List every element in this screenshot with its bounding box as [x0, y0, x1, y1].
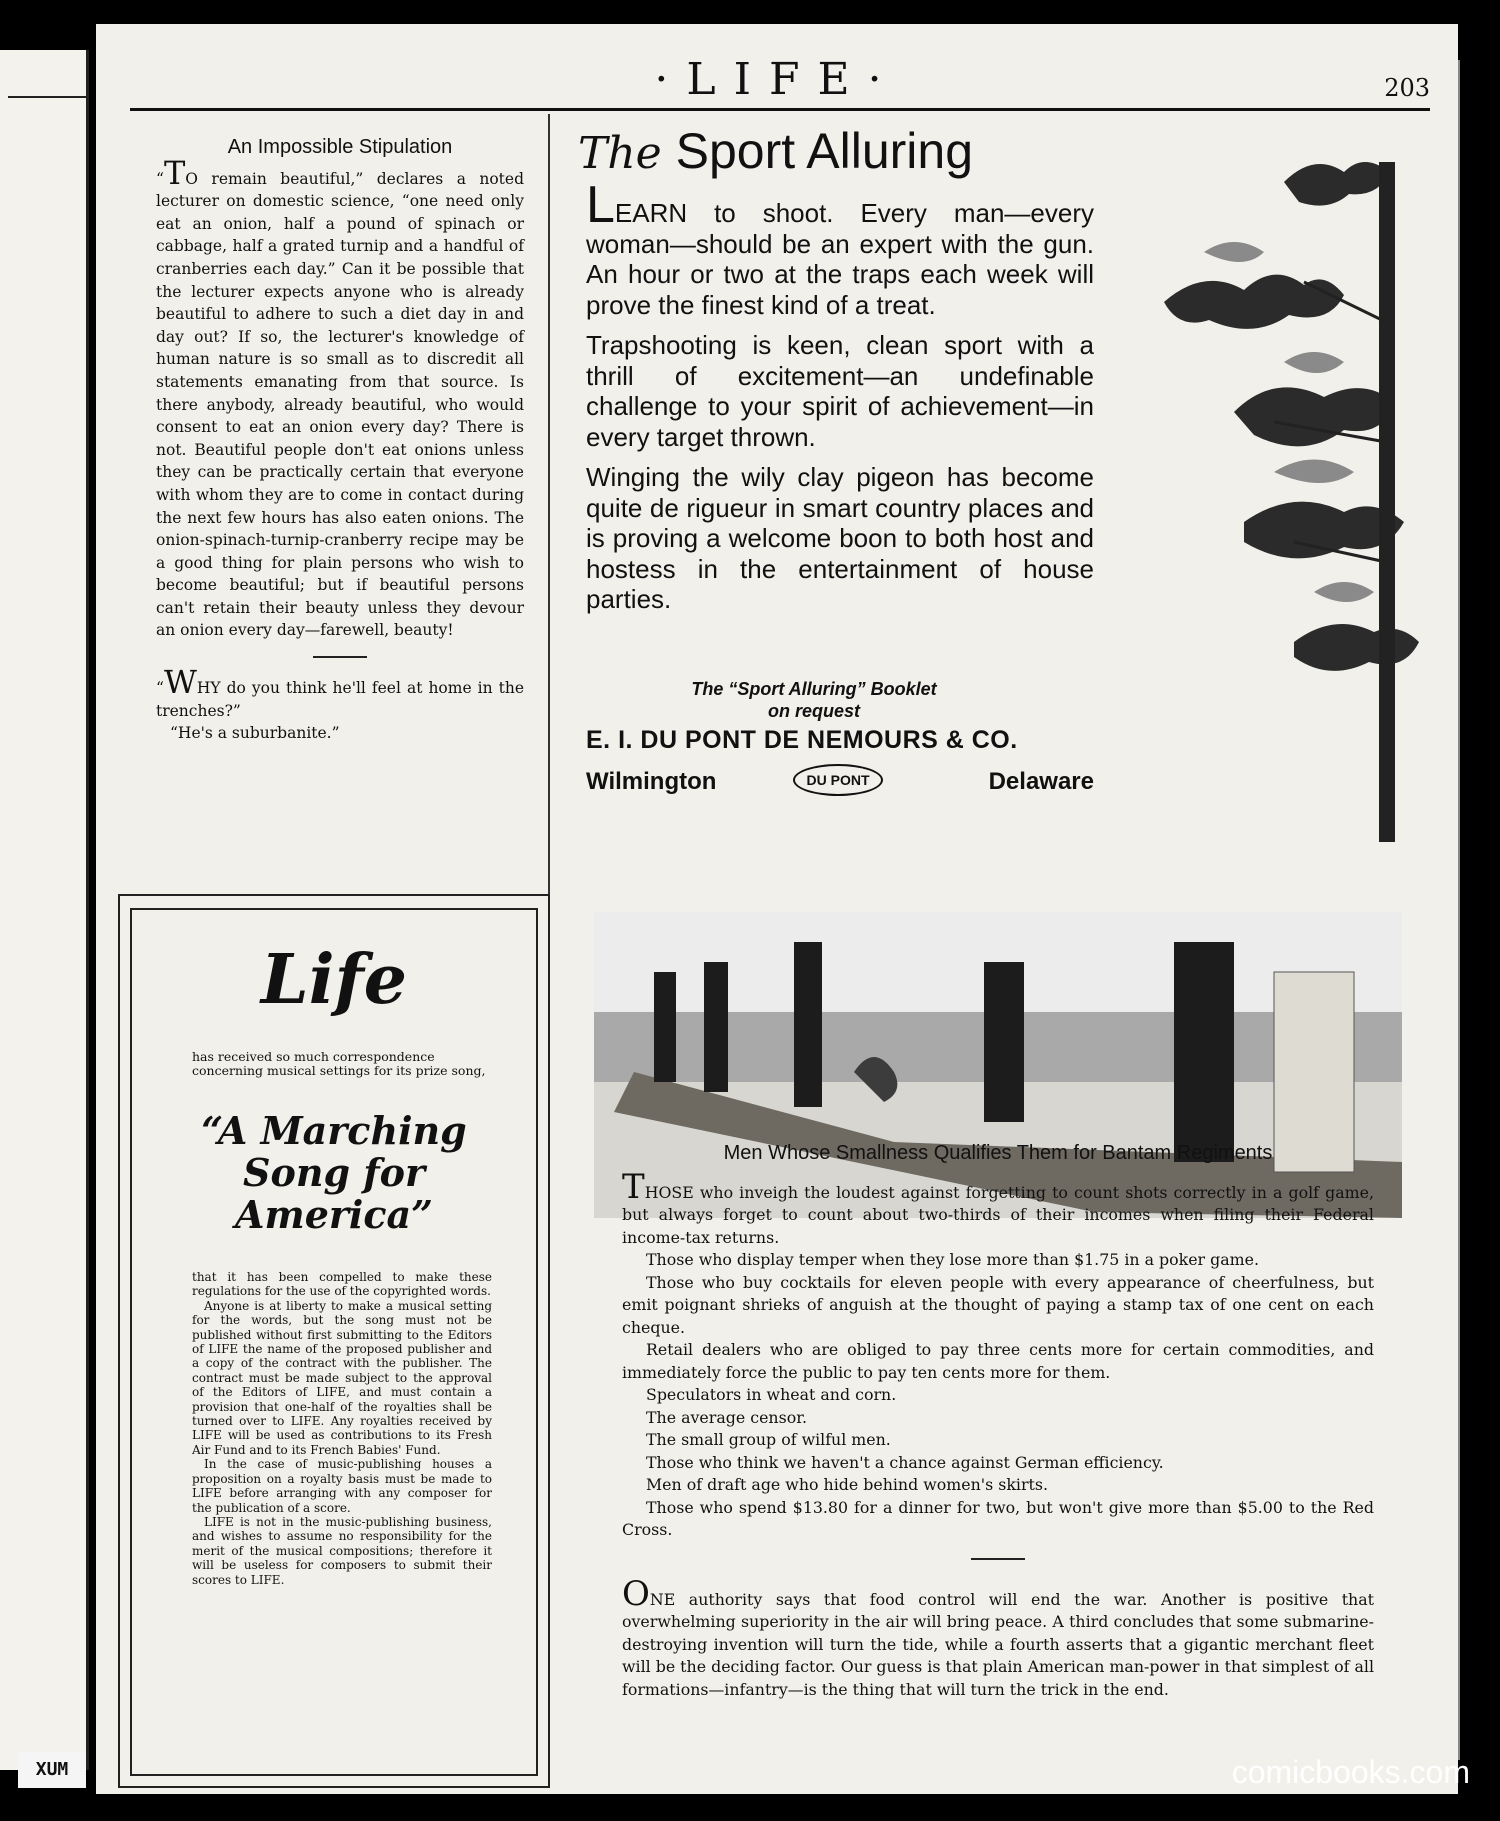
header-rule: [130, 108, 1430, 111]
ad-paragraph-1: EARN to shoot. Every man—every woman—should be an expert with the gun. An hour or two at the traps each week will prove the finest kind of a treat.: [586, 198, 1094, 320]
booklet-offer: [634, 678, 994, 722]
left-article-text: O remain beautiful,” declares a noted lecturer on domestic science, “one need only eat an onion, half a pound of spinach or cabbage, half a grated turnip and a handful of cranberries each day.” Can it be possible that the lecturer expects anyone who is already beautiful to adhere to such a diet day in and day out? If so, the lecturer's knowledge of human nature is so small as to discredit all statements emanating from that source. Is there anybody, already beautiful, who would consent to eat an onion every day? There is not. Beautiful people don't eat onions unless they can be practically certain that everyone with whom they are to come in contact during the next few hours has also eaten onions. The onion-spinach-turnip-cranberry recipe may be a good thing for plain persons who wish to become beautiful; but if beautiful persons can't retain their beauty unless they devour an onion every day—farewell, beauty!: [156, 169, 524, 640]
previous-page-edge: [0, 50, 89, 1770]
booklet-line-2: on request: [767, 701, 860, 721]
bantam-item: Those who spend $13.80 for a dinner for two, but won't give more than $5.00 to the Red Cross.: [622, 1497, 1374, 1539]
ad-body: [586, 176, 1094, 625]
scan-tag: XUM: [18, 1752, 86, 1788]
life-paragraph: Anyone is at liberty to make a musical setting for the words, but the song must not be published without first submitting to the Editors of LIFE the name of the proposed publisher and a copy of the contract with the publisher. The contract must be made subject to the approval of the Editors of LIFE, and must contain a provision that one-half of the royalties shall be turned over to LIFE. Any royalties received by LIFE will be used as contributions to its Fresh Air Fund and to its French Babies' Fund.: [192, 1298, 492, 1457]
second-drop-cap: O: [622, 1573, 650, 1614]
joke: “WHY do you think he'll feel at home in the trenches?”: [156, 663, 524, 720]
joke-answer: “He's a suburbanite.”: [170, 724, 340, 743]
open-quote: “: [156, 169, 164, 188]
bantam-item: Those who display temper when they lose more than $1.75 in a poker game.: [646, 1250, 1260, 1269]
life-paragraph: In the case of music-publishing houses a proposition on a royalty basis must be made to LIFE before arranging with any composer for the publication of a score.: [192, 1457, 492, 1515]
previous-page-rule: [8, 96, 86, 98]
dupont-advertisement: [564, 112, 1434, 1122]
left-article-title: An Impossible Stipulation: [227, 136, 453, 158]
ad-title: [578, 122, 973, 180]
state: Delaware: [988, 768, 1094, 795]
life-regulations: [192, 1270, 492, 1587]
magazine-page: [96, 24, 1458, 1794]
drop-cap: T: [163, 153, 186, 192]
masthead: ·LIFE·: [654, 54, 900, 105]
page-number: 203: [1384, 74, 1430, 102]
left-article: [156, 136, 524, 745]
life-logo: Life: [260, 940, 408, 1020]
bantam-item: Those who think we haven't a chance against German efficiency.: [646, 1452, 1164, 1472]
life-notice-box: [118, 894, 550, 1788]
life-paragraph: that it has been compelled to make these regulations for the use of the copyrighted words.: [192, 1270, 492, 1299]
bantam-article: [622, 1142, 1374, 1701]
divider: [313, 656, 367, 658]
ad-paragraph-2: Trapshooting is keen, clean sport with a thrill of excitement—an undefinable challenge to your spirit of achievement—in every target thrown.: [586, 330, 1094, 452]
bantam-first: [622, 1166, 1374, 1250]
city: Wilmington: [586, 768, 717, 795]
joke-drop-cap: W: [163, 663, 197, 702]
bantam-item: Men of draft age who hide behind women's skirts.: [646, 1475, 1048, 1494]
divider: [971, 1558, 1025, 1560]
life-notice-inner-border: [130, 908, 538, 1776]
life-paragraph: LIFE is not in the music-publishing business, and wishes to assume no responsibility for the merit of the musical compositions; therefore it will be useless for composers to submit their scores to LIFE.: [192, 1514, 492, 1587]
bantam-item: Those who buy cocktails for eleven people with every appearance of cheerfulness, but emit poignant shrieks of anguish at the thought of paying a stamp tax of one cent on each cheque.: [622, 1272, 1374, 1337]
song-title: “A Marching Song for America”: [201, 1108, 467, 1237]
tree-illustration: [1124, 122, 1434, 842]
bantam-title: Men Whose Smallness Qualifies Them for Bantam Regiments: [723, 1142, 1273, 1164]
bantam-item: The average censor.: [646, 1407, 808, 1427]
ad-paragraph-3: Winging the wily clay pigeon has become quite de rigueur in smart country places and is proving a welcome boon to both host and hostess in the entertainment of house parties.: [586, 462, 1094, 614]
ad-title-rest: Sport Alluring: [675, 123, 974, 179]
bantam-item: The small group of wilful men.: [646, 1430, 891, 1449]
ad-title-the: The: [578, 128, 662, 179]
bantam-item: Speculators in wheat and corn.: [646, 1385, 897, 1404]
life-intro: has received so much correspondence concerning musical settings for its prize song,: [192, 1049, 486, 1078]
bantam-drop-cap: T: [622, 1166, 645, 1207]
bantam-second-text: NE authority says that food control will end the war. Another is positive that overwhelming superiority in the air will bring peace. A third concludes that some submarine-destroying invention will turn the tide, while a fourth asserts that a gigantic merchant fleet will be the deciding factor. Our guess is that plain American man-power in that simplest of all formations—infantry—is the thing that will turn the trick in the end.: [622, 1589, 1374, 1699]
dupont-oval-logo: DU PONT: [793, 764, 883, 796]
company-name: E. I. DU PONT DE NEMOURS & CO.: [586, 726, 1018, 754]
ad-paragraph: [586, 176, 1094, 320]
ad-drop-cap: L: [586, 176, 615, 234]
booklet-line-1: The “Sport Alluring” Booklet: [691, 679, 937, 699]
left-article-body: [156, 153, 524, 642]
watermark: comicbooks.com: [1231, 1754, 1470, 1790]
bantam-second: [622, 1573, 1374, 1702]
bantam-item: Retail dealers who are obliged to pay three cents more for certain commodities, and immediately force the public to pay ten cents more for them.: [622, 1340, 1374, 1382]
bantam-first-text: HOSE who inveigh the loudest against forgetting to count shots correctly in a golf game, but always forget to count about two-thirds of their incomes when filing their Federal income-tax returns.: [622, 1182, 1374, 1247]
joke-question: HY do you think he'll feel at home in the trenches?”: [156, 679, 524, 720]
column-rule: [548, 114, 550, 934]
